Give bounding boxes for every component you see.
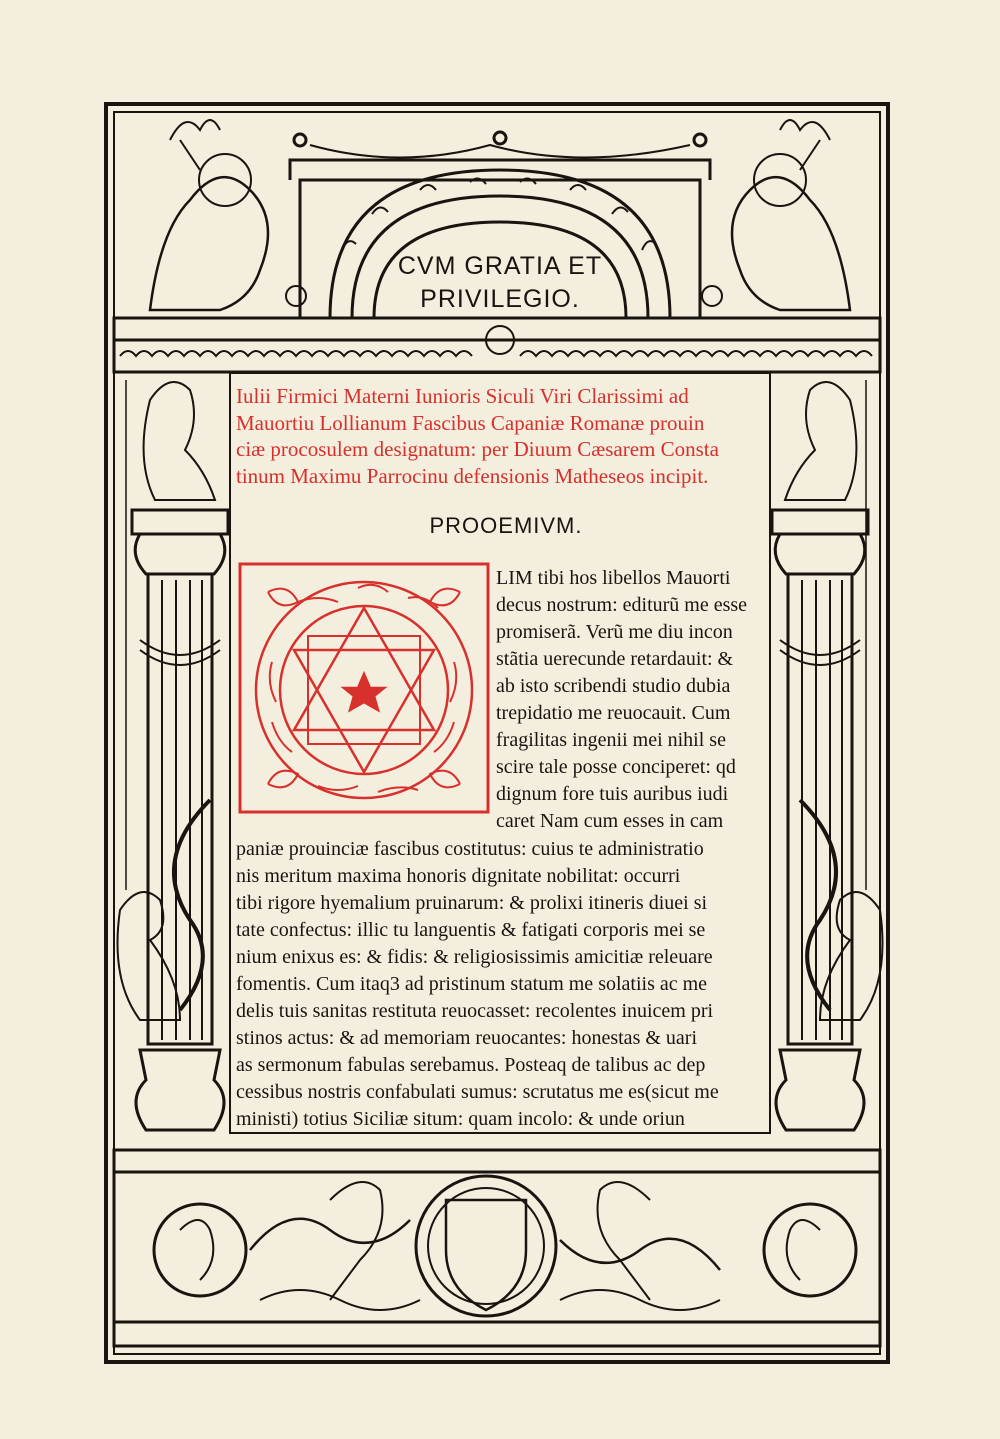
text-line: fomentis. Cum itaq3 ad pristinum statum me solatiis ac me (236, 973, 708, 995)
rubric-line: tinum Maximu Parrocinu defensionis Matheseos incipit. (236, 463, 709, 488)
text-line: cessibus nostris confabulati sumus: scrutatus me es(sicut me (236, 1081, 719, 1103)
rubric-line: Iulii Firmici Materni Iunioris Siculi Viri Clarissimi ad (236, 384, 689, 408)
text-line: caret Nam cum esses in cam (496, 810, 724, 832)
text-line: fragilitas ingenii mei nihil se (496, 729, 726, 751)
prooemium-heading: PROOEMIVM. (429, 513, 583, 538)
text-line: tibi rigore hyemalium pruinarum: & prolixi itineris diuei si (236, 892, 708, 914)
text-line: ministi) totius Siciliæ situm: quam incolo: & unde oriun (236, 1108, 685, 1130)
text-line: trepidatio me reuocauit. Cum (496, 702, 731, 724)
arch-title-line: PRIVILEGIO. (420, 285, 580, 313)
text-line: ab isto scribendi studio dubia (496, 675, 731, 697)
text-line: LIM tibi hos libellos Mauorti (496, 567, 731, 589)
text-line: paniæ prouinciæ fascibus costitutus: cuius te administratio (236, 838, 704, 860)
arch-title-line: CVM GRATIA ET (397, 252, 603, 280)
text-line: scire tale posse conciperet: qd (496, 756, 736, 778)
text-line: stinos actus: & ad memoriam reuocantes: honestas & uari (236, 1027, 697, 1049)
text-line: delis tuis sanitas restituta reuocasset: recolentes inuicem pri (236, 1000, 714, 1022)
text-line: dignum fore tuis auribus iudi (496, 783, 729, 805)
text-line: stãtia uerecunde retardauit: & (496, 648, 734, 670)
rubric-line: Mauortiu Lollianum Fascibus Capaniæ Romanæ prouin (236, 410, 705, 435)
text-line: tate confectus: illic tu languentis & fatigati corporis mei se (236, 919, 706, 941)
text-line: as sermonum fabulas serebamus. Posteaq de talibus ac dep (236, 1054, 706, 1076)
text-line: decus nostrum: editurũ me esse (496, 594, 748, 616)
rubric-line: ciæ procosulem designatum: per Diuum Cæsarem Consta (236, 437, 719, 461)
text-line: nis meritum maxima honoris dignitate nobilitat: occurri (236, 865, 681, 887)
text-line: nium enixus es: & fidis: & religiosissimis amicitiæ releuare (236, 946, 713, 968)
text-line: promiserã. Verũ me diu incon (496, 621, 733, 643)
